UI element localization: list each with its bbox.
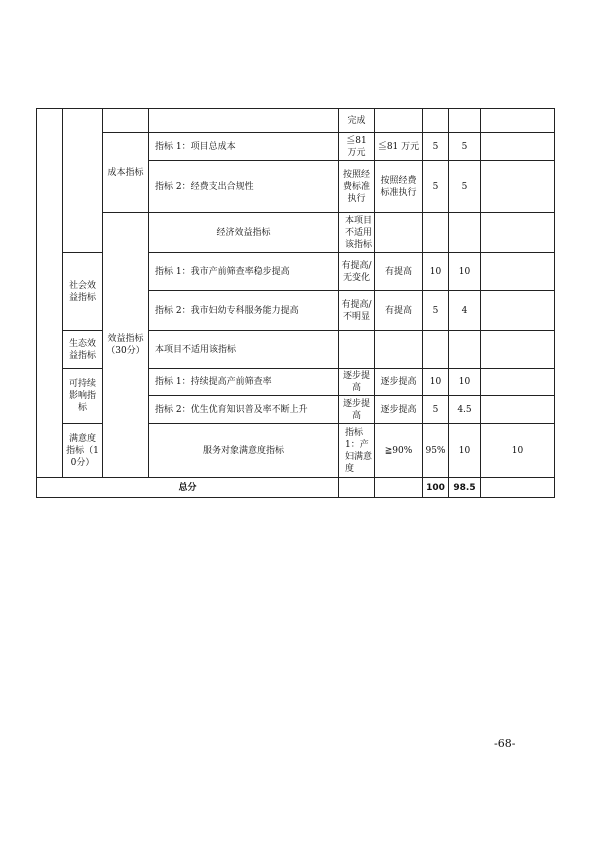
remark-cell	[481, 133, 555, 161]
weight-cell	[423, 109, 449, 133]
remark-cell	[481, 331, 555, 369]
score-cell: 4	[449, 291, 481, 331]
score-cell	[481, 213, 555, 253]
remark-cell	[481, 253, 555, 291]
indicator-name-cell: 指标 1：持续提高产前筛查率	[149, 369, 339, 396]
total-score-cell: 98.5	[449, 478, 481, 498]
weight-cell: 10	[423, 253, 449, 291]
weight-cell	[423, 331, 449, 369]
score-cell: 10	[449, 369, 481, 396]
ecological-category-cell: 生态效益指标	[63, 331, 103, 369]
score-cell: 10	[481, 424, 555, 478]
target-value-cell	[339, 331, 375, 369]
actual-value-cell: 95%	[423, 424, 449, 478]
target-value-cell: 逐步提高	[339, 369, 375, 396]
satisfaction-group-cell: 满意度指标（10分）	[63, 424, 103, 478]
actual-value-cell: 有提高	[375, 291, 423, 331]
level1-subgroup-cell	[63, 109, 103, 253]
actual-value-cell: ≦81 万元	[375, 133, 423, 161]
cost-category-cell: 成本指标	[103, 133, 149, 213]
target-value-cell	[375, 213, 423, 253]
indicator-name-cell: 指标 2：优生优育知识普及率不断上升	[149, 396, 339, 424]
remark-cell	[481, 369, 555, 396]
target-value-cell: ≦81 万元	[339, 133, 375, 161]
performance-evaluation-table	[36, 108, 555, 498]
target-value-cell: 有提高/不明显	[339, 291, 375, 331]
weight-cell: 5	[423, 133, 449, 161]
actual-value-cell	[375, 109, 423, 133]
score-cell: 5	[449, 133, 481, 161]
target-value-cell: ≧90%	[375, 424, 423, 478]
score-cell: 5	[449, 161, 481, 213]
weight-cell: 10	[423, 369, 449, 396]
total-label-cell: 总分	[37, 478, 339, 498]
social-category-cell: 社会效益指标	[63, 253, 103, 331]
indicator-name-cell: 指标 1：我市产前筛查率稳步提高	[149, 253, 339, 291]
indicator-name-cell	[149, 109, 339, 133]
indicator-name-cell: 本项目不适用该指标	[339, 213, 375, 253]
table-row	[37, 478, 555, 498]
economic-category-cell: 经济效益指标	[149, 213, 339, 253]
score-cell: 10	[449, 253, 481, 291]
indicator-name-cell: 指标 2：经费支出合规性	[149, 161, 339, 213]
actual-value-cell: 有提高	[375, 253, 423, 291]
sustainable-category-cell: 可持续影响指标	[63, 369, 103, 424]
target-value-cell: 完成	[339, 109, 375, 133]
remark-cell	[481, 109, 555, 133]
table-row	[37, 213, 555, 253]
remark-cell	[481, 161, 555, 213]
target-value-cell: 按照经费标准执行	[339, 161, 375, 213]
page-number: -68-	[494, 737, 516, 750]
weight-cell	[449, 213, 481, 253]
indicator-name-cell: 本项目不适用该指标	[149, 331, 339, 369]
benefit-group-cell: 效益指标（30分）	[103, 213, 149, 478]
target-value-cell	[339, 478, 375, 498]
actual-value-cell: 逐步提高	[375, 396, 423, 424]
score-cell	[449, 331, 481, 369]
total-weight-cell: 100	[423, 478, 449, 498]
actual-value-cell: 按照经费标准执行	[375, 161, 423, 213]
score-cell	[449, 109, 481, 133]
remark-cell	[481, 478, 555, 498]
indicator-name-cell: 指标 2：我市妇幼专科服务能力提高	[149, 291, 339, 331]
level1-indicator-cell	[37, 109, 63, 478]
weight-cell: 5	[423, 161, 449, 213]
indicator-name-cell: 指标 1：产妇满意度	[339, 424, 375, 478]
actual-value-cell	[375, 331, 423, 369]
satisfaction-category-cell: 服务对象满意度指标	[149, 424, 339, 478]
table-row	[37, 109, 555, 133]
remark-cell	[481, 291, 555, 331]
actual-value-cell	[375, 478, 423, 498]
level2-indicator-cell	[103, 109, 149, 133]
remark-cell	[481, 396, 555, 424]
actual-value-cell: 逐步提高	[375, 369, 423, 396]
weight-cell: 5	[423, 396, 449, 424]
actual-value-cell	[423, 213, 449, 253]
weight-cell: 5	[423, 291, 449, 331]
target-value-cell: 逐步提高	[339, 396, 375, 424]
target-value-cell: 有提高/无变化	[339, 253, 375, 291]
weight-cell: 10	[449, 424, 481, 478]
score-cell: 4.5	[449, 396, 481, 424]
indicator-name-cell: 指标 1：项目总成本	[149, 133, 339, 161]
table-row	[37, 133, 555, 161]
